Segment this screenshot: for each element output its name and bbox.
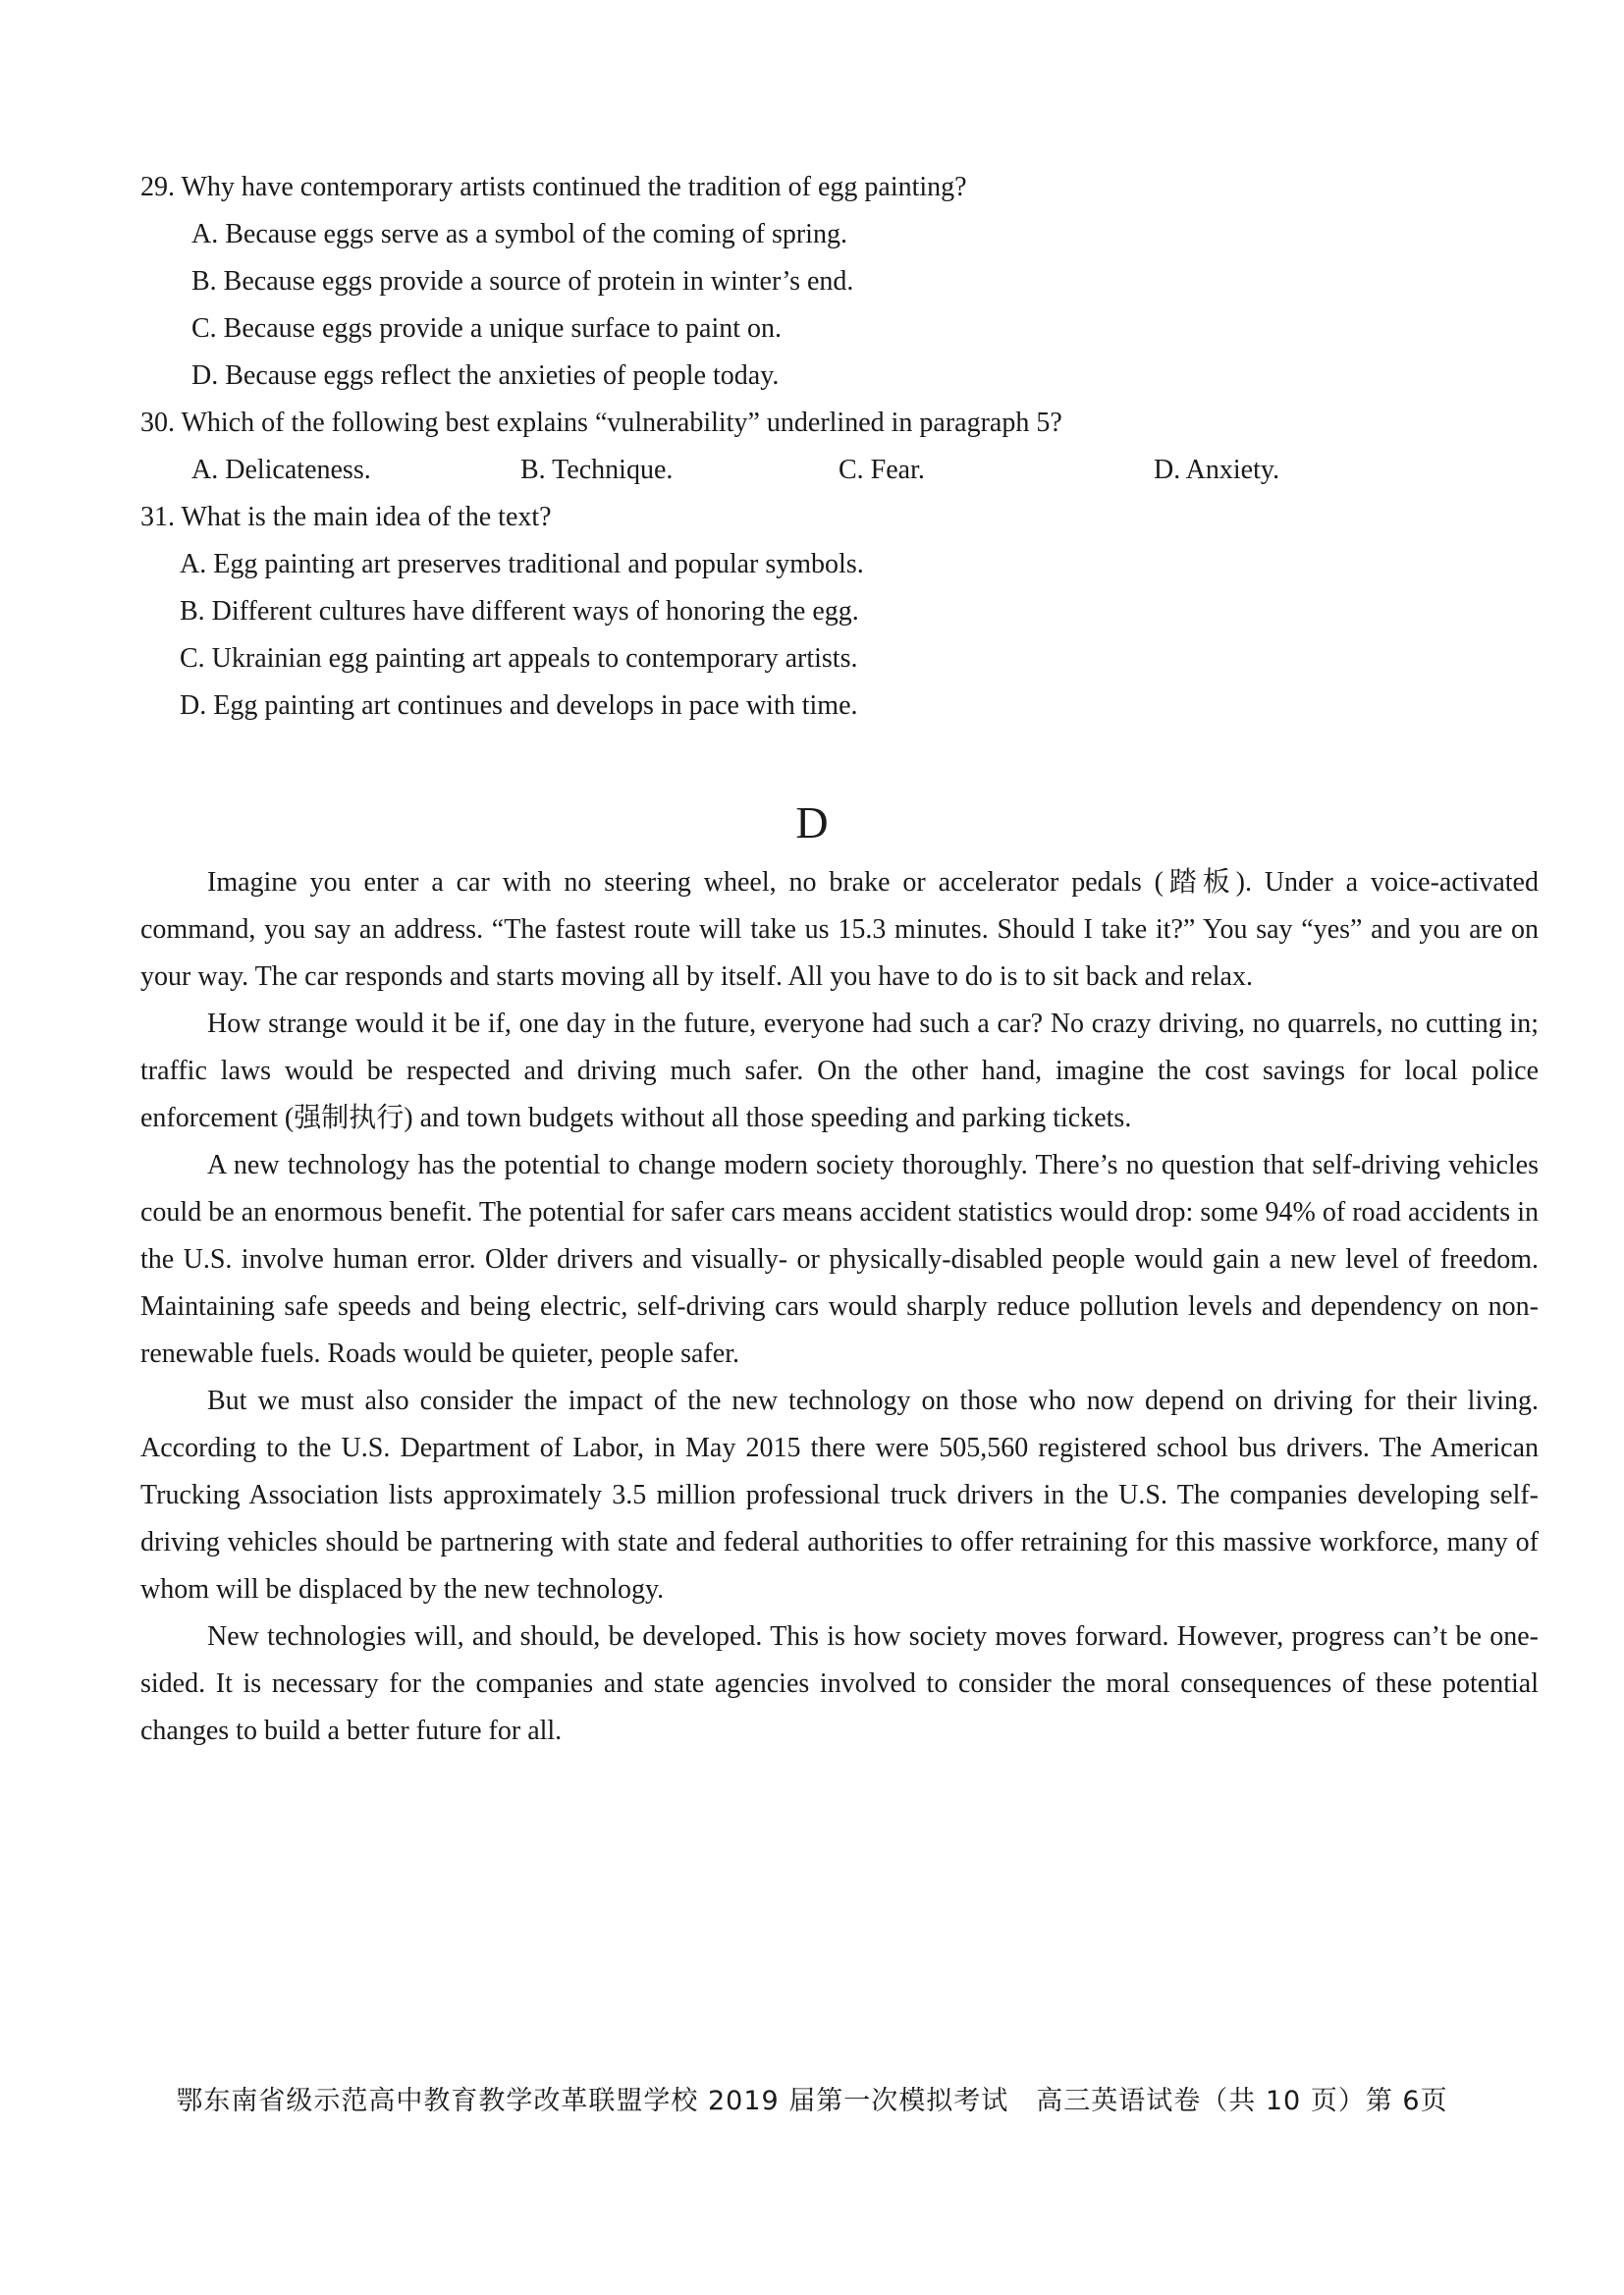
passage-paragraph-2: How strange would it be if, one day in the future, everyone had such a car? No crazy driving, no quarrels, no cutting in; traffic laws would be respected and driving much safer. On the other hand, imagine the cost savings for local police enforcement (强制执行) and town budgets without all those speeding and parking tickets.	[140, 1009, 1539, 1133]
passage-paragraph-3: A new technology has the potential to change modern society thoroughly. There’s no question that self-driving vehicles could be an enormous benefit. The potential for safer cars means accident statistics would drop: some 94% of road accidents in the U.S. involve human error. Older drivers and visually- or physically-disabled people would gain a new level of freedom. Maintaining safe speeds and being electric, self-driving cars would sharply reduce pollution levels and dependency on non-renewable fuels. Roads would be quieter, people safer.	[140, 1150, 1539, 1369]
footer-exam-title: 鄂东南省级示范高中教育教学改革联盟学校 2019 届第一次模拟考试	[176, 2086, 1009, 2116]
option-c: C. Because eggs provide a unique surface to paint on.	[191, 313, 783, 344]
passage-paragraph-5: New technologies will, and should, be developed. This is how society moves forward. However, progress can’t be one-sided. It is necessary for the companies and state agencies involved to consider the moral consequences of these potential changes to build a better future for all.	[140, 1621, 1539, 1746]
reading-passage	[140, 859, 1539, 1755]
page-footer	[0, 2082, 1624, 2121]
option-d: D. Egg painting art continues and develops in pace with time.	[180, 690, 858, 721]
option-b: B. Because eggs provide a source of protein in winter’s end.	[191, 266, 854, 297]
question-stem: 30. Which of the following best explains “vulnerability” underlined in paragraph 5?	[140, 408, 1062, 438]
section-heading: D	[795, 797, 829, 847]
option-c: C. Ukrainian egg painting art appeals to contemporary artists.	[180, 643, 858, 674]
question-29	[140, 164, 1515, 400]
option-d: D. Anxiety.	[1154, 455, 1280, 485]
footer-page-info: 高三英语试卷（共 10 页）第 6页	[1036, 2086, 1448, 2116]
passage-paragraph-1: Imagine you enter a car with no steering wheel, no brake or accelerator pedals (踏板). Under a voice-activated command, you say an address. “The fastest route will take us 15.3 minutes. Should I take it?” You say “yes” and you are on your way. The car responds and starts moving all by itself. All you have to do is to sit back and relax.	[140, 867, 1539, 992]
option-row	[140, 447, 1515, 494]
option-a: A. Egg painting art preserves traditional and popular symbols.	[180, 549, 864, 579]
passage-paragraph-4: But we must also consider the impact of the new technology on those who now depend on driving for their living. According to the U.S. Department of Labor, in May 2015 there were 505,560 registered school bus drivers. The American Trucking Association lists approximately 3.5 million professional truck drivers in the U.S. The companies developing self-driving vehicles should be partnering with state and federal authorities to offer retraining for this massive workforce, many of whom will be displaced by the new technology.	[140, 1386, 1539, 1605]
option-b: B. Technique.	[520, 455, 674, 485]
question-stem: 29. Why have contemporary artists continued the tradition of egg painting?	[140, 172, 967, 202]
question-list	[140, 164, 1515, 730]
question-30	[140, 400, 1515, 494]
question-stem: 31. What is the main idea of the text?	[140, 502, 552, 532]
question-31	[140, 494, 1515, 730]
option-b: B. Different cultures have different ways of honoring the egg.	[180, 596, 859, 627]
option-a: A. Delicateness.	[191, 455, 371, 485]
option-d: D. Because eggs reflect the anxieties of people today.	[191, 360, 780, 391]
option-c: C. Fear.	[839, 455, 925, 485]
option-a: A. Because eggs serve as a symbol of the coming of spring.	[191, 219, 847, 249]
